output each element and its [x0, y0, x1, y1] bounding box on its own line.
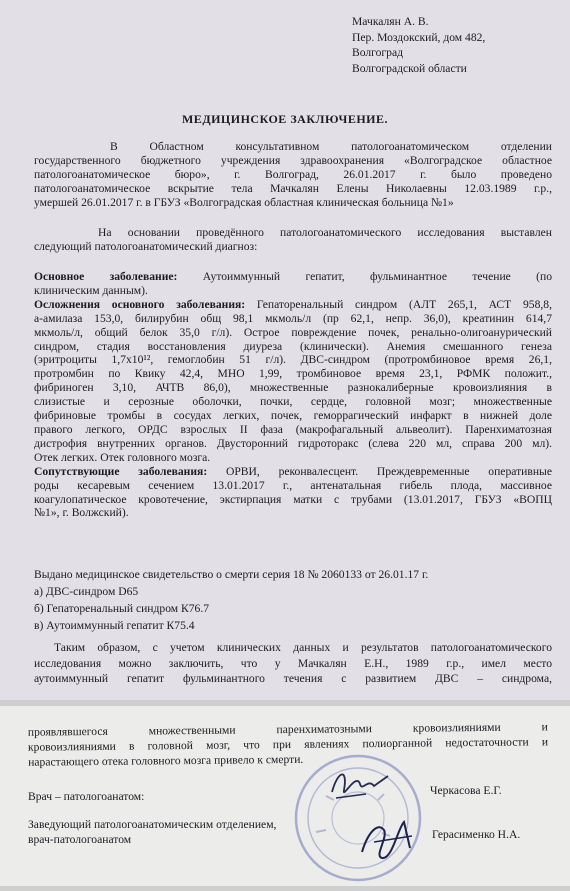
head-name: Герасименко Н.А. — [432, 828, 521, 841]
head-label-2: врач-патологоанатом — [28, 833, 132, 846]
complications-text: Гепаторенальный синдром (АЛТ 265,1, АСТ 958,8, — [256, 297, 552, 311]
complications-line: дистрофия внутренних органов. Двусторонний гидроторакс (слева 220 мл, справа 200 мл). — [34, 436, 552, 450]
head-label-1: Заведующий патологоанатомическим отделением, — [28, 818, 277, 831]
basis-paragraph — [34, 226, 552, 254]
doctor-name: Черкасова Е.Г. — [430, 784, 502, 797]
complications-line: слизистые и серозные оболочки, почки, сердце, головной мозг; множественные — [34, 395, 552, 409]
complications-line: (эритроциты 1,7х10¹², гемоглобин 51 г/л). ДВС-синдром (протромбиновое время 26,1, — [34, 353, 552, 367]
recipient-street: Пер. Моздокский, дом 482, — [352, 30, 486, 44]
intro-paragraph — [34, 140, 552, 210]
basis-line: следующий патологоанатомический диагноз: — [34, 239, 258, 253]
page2-line: нарастающего отека головного мозга привело к смерти. — [28, 752, 304, 769]
recipient-region: Волгоградской области — [352, 61, 467, 75]
signature-1-icon — [326, 764, 396, 810]
basis-line: На основании проведённого патологоанатомического исследования выставлен — [98, 226, 552, 239]
complications-line: Отек легких. Отек головного мозга. — [34, 450, 211, 464]
concomitant-line: №1», г. Волжский). — [34, 506, 129, 520]
main-disease-line-2: клиническим данным). — [34, 283, 148, 297]
complications-line: мкмоль/л, общий белок 35,0 г/л). Острое повреждение почек, ренально-олигоанурический — [34, 325, 552, 339]
concomitant-line — [34, 465, 552, 479]
page2-line: кровоизлияниями в головной мозг, что при явлениях полиорганной недостаточности и — [27, 735, 549, 754]
certificate-line: Выдано медицинское свидетельство о смерти серия 18 № 2060133 от 26.01.17 г. — [34, 568, 429, 581]
icd-code-c: в) Аутоиммунный гепатит К75.4 — [34, 619, 195, 632]
main-disease-label: Основное заболевание: — [34, 270, 178, 283]
intro-line: государственного бюджетного учреждения здравоохранения «Волгоградское областное — [34, 153, 552, 167]
certificate-section — [34, 566, 552, 634]
complications-line: синдром, стадия восстановления диуреза (клинически). Анемия смешанного генеза — [34, 339, 552, 353]
complications-line: а-амилаза 153,0, билирубин общ 98,1 мкмоль/л (пр 62,1, непр. 36,0), креатинин 614,7 — [34, 311, 552, 325]
concomitant-line: коагулопатическое кровотечение, экстирпация матки с трубами (13.01.2017, ГБУЗ «ВОПЦ — [34, 492, 552, 506]
doctor-label: Врач – патологоанатом: — [28, 790, 145, 803]
intro-line: В Областном консультативном патологоанатомическом отделении — [110, 140, 552, 153]
recipient-name: Мачкалян А. В. — [352, 15, 429, 28]
complications-line: фибриноген 3,10, АЧТВ 86,0), множественные разнокалиберные кровоизлияния в — [34, 381, 552, 395]
conclusion-line: аутоиммунный гепатит фульминантного течения с развитием ДВС – синдрома, — [34, 672, 552, 685]
complications-line: протромбин по Квику 42,4, МНО 1,99, тромбиновое время 23,1, РФМК положит., — [34, 367, 552, 381]
signature-2-icon — [354, 812, 424, 868]
diagnosis-section — [34, 270, 552, 520]
recipient-address — [352, 14, 485, 76]
page2-line: проявлявшегося множественными паренхиматозными кровоизлияниями и — [27, 720, 548, 739]
conclusion-paragraph — [34, 640, 552, 687]
complications-line — [34, 298, 552, 312]
icd-code-b: б) Гепаторенальный синдром К76.7 — [34, 602, 210, 615]
complications-line: правого легкого, ОРДС взрослых II фаза (макрофагальный альвеолит). Паренхиматозная — [34, 422, 552, 436]
concomitant-line: роды кесаревым сечением 13.01.2017 г., антенатальная гибель плода, массивное — [34, 478, 552, 492]
icd-code-a: а) ДВС-синдром D65 — [34, 585, 139, 598]
intro-line: патологоанатомическое бюро», г. Волгоград, 26.01.2017 г. было проведено — [34, 167, 552, 181]
conclusion-line: исследования можно заключить, что у Мачкалян Е.Н., 1989 г.р., имел место — [34, 656, 552, 670]
intro-line: умершей 26.01.2017 г. в ГБУЗ «Волгоградская областная клиническая больница №1» — [34, 195, 454, 209]
concomitant-label: Сопутствующие заболевания: — [34, 464, 208, 478]
main-disease-line — [34, 270, 552, 284]
complications-label: Осложнения основного заболевания: — [34, 297, 246, 311]
conclusion-line: Таким образом, с учетом клинических данных и результатов патологоанатомического — [54, 641, 552, 654]
complications-line: фибриновые тромбы в сосудах легких, почек, геморрагический инфаркт в нижней доле — [34, 409, 552, 423]
concomitant-text: ОРВИ, реконвалесцент. Преждевременные оперативные — [225, 464, 552, 478]
document-title: МЕДИЦИНСКОЕ ЗАКЛЮЧЕНИЕ. — [181, 112, 388, 126]
recipient-city: Волгоград — [352, 46, 404, 59]
main-disease-text: Аутоиммунный гепатит, фульминантное течение (по — [202, 270, 552, 283]
intro-line: патологоанатомическое вскрытие тела Мачкалян Елены Николаевны 12.03.1989 г.р., — [34, 181, 552, 195]
